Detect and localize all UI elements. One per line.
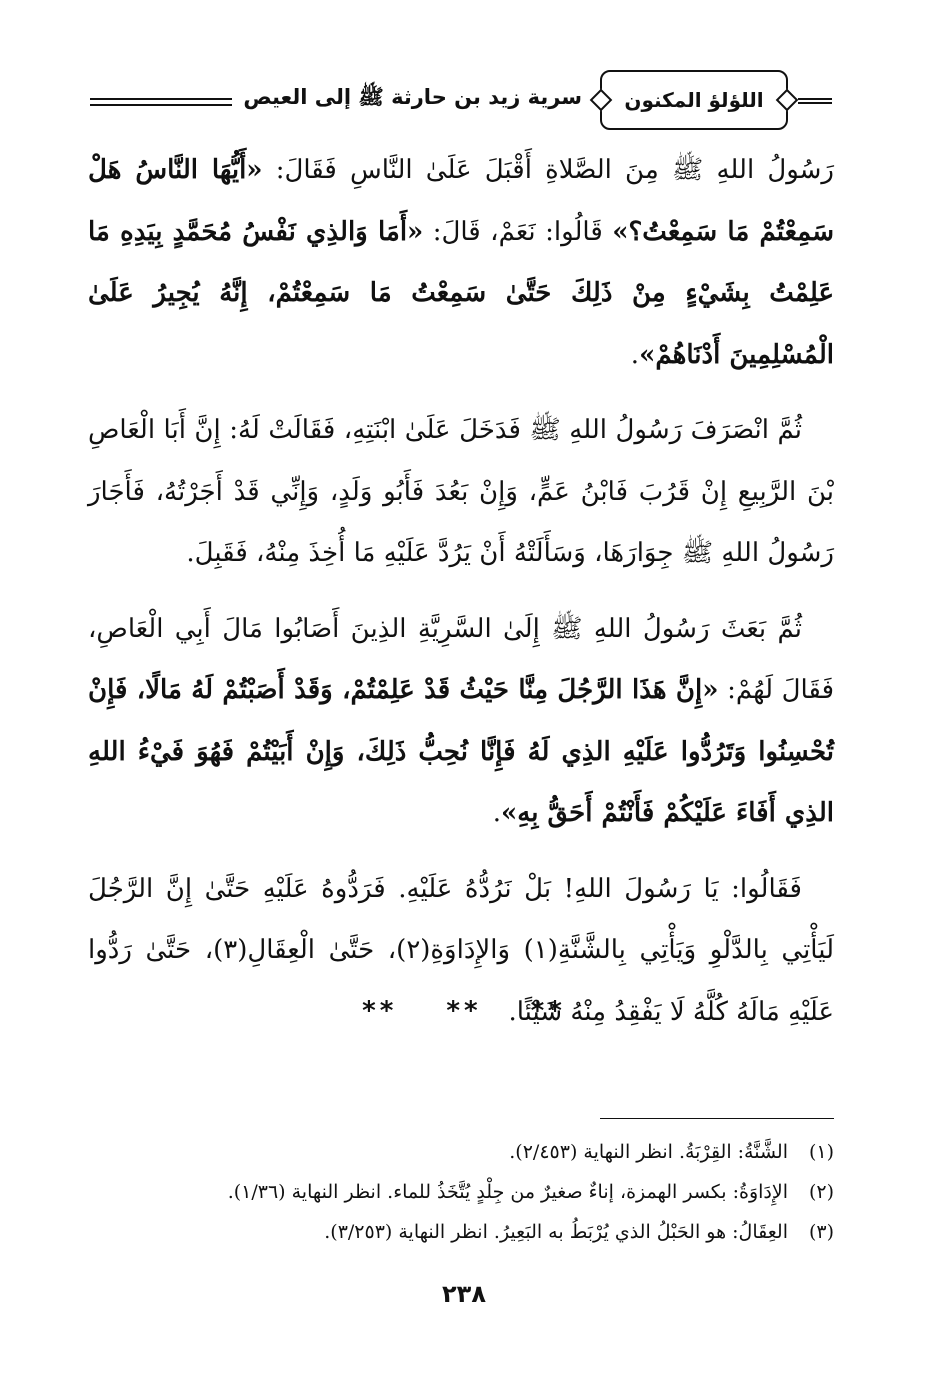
book-title: اللؤلؤ المكنون <box>624 88 764 112</box>
footnote-1 <box>94 1132 834 1172</box>
chapter-title: سرية زيد بن حارثة ﷺ إلى العيص <box>243 85 582 109</box>
paragraph <box>88 400 834 585</box>
paragraph <box>88 140 834 386</box>
header-rule-right <box>798 98 832 104</box>
book-title-frame <box>600 70 788 130</box>
narration-text: . <box>630 339 640 370</box>
footnote-3 <box>94 1212 834 1252</box>
section-separator: ** ** ** <box>362 996 566 1026</box>
footnote-number: (١) <box>808 1141 834 1163</box>
hadith-quote: «إِنَّ هَذَا الرَّجُلَ مِنَّا حَيْثُ قَدْ عَلِمْتُمْ، وَقَدْ أَصَبْتُمْ لَهُ مَالًا، فَإِنْ تُحْسِنُوا وَتَرُدُّوا عَلَيْهِ الذِي لَهُ فَإِنَّا نُحِبُّ ذَلِكَ، وَإِنْ أَبَيْتُمْ فَهُوَ فَيْءُ اللهِ الذِي أَفَاءَ عَلَيْكُمْ فَأَنْتُمْ أَحَقُّ بِهِ» <box>88 675 834 828</box>
footnote-number: (٢) <box>808 1181 834 1203</box>
paragraph <box>88 599 834 845</box>
hadith-quote: «أَيُّهَا النَّاسُ هَلْ سَمِعْتُمْ مَا سَمِعْتُ؟» <box>88 155 834 247</box>
footnote-2 <box>94 1172 834 1212</box>
narration-text: قَالُوا: نَعَمْ، قَالَ: <box>423 216 613 247</box>
narration-text: . <box>492 798 502 828</box>
narration-text: ثُمَّ انْصَرَفَ رَسُولُ اللهِ ﷺ فَدَخَلَ عَلَىٰ ابْنَتِهِ، فَقَالَتْ لَهُ: إِنَّ أَبَا الْعَاصِ بْنَ الرَّبِيعِ إِنْ قَرُبَ فَابْنُ عَمٍّ، وَإِنْ بَعُدَ فَأَبُو وَلَدٍ، وَإِنِّي قَدْ أَجَرْتُهُ، فَأَجَارَ رَسُولُ اللهِ ﷺ جِوَارَهَا، وَسَأَلَتْهُ أَنْ يَرُدَّ عَلَيْهِ مَا أُخِذَ مِنْهُ، فَقَبِلَ. <box>88 415 834 568</box>
hadith-quote: «أَمَا وَالذِي نَفْسُ مُحَمَّدٍ بِيَدِهِ مَا عَلِمْتُ بِشَيْءٍ مِنْ ذَلِكَ حَتَّىٰ سَمِعْتُ مَا سَمِعْتُمْ، إِنَّهُ يُجِيرُ عَلَىٰ الْمُسْلِمِينَ أَدْنَاهُمْ» <box>88 216 834 370</box>
narration-text: فَقَالُوا: يَا رَسُولَ اللهِ! بَلْ نَرُدُّهُ عَلَيْهِ. فَرَدُّوهُ عَلَيْهِ حَتَّىٰ إِنَّ الرَّجُلَ لَيَأْتِي بِالدَّلْوِ وَيَأْتِي بِالشَّنَّةِ(١) وَالإِدَاوَةِ(٢)، حَتَّىٰ الْعِقَالِ(٣)، حَتَّىٰ رَدُّوا عَلَيْهِ مَالَهُ كُلَّهُ لَا يَفْقِدُ مِنْهُ شَيْئًا. <box>88 873 834 1027</box>
main-text <box>88 140 834 1057</box>
footnotes <box>94 1132 834 1252</box>
footnote-number: (٣) <box>808 1221 834 1243</box>
footnote-text: العِقَالُ: هو الحَبْلُ الذي يُرْبَطُ به البَعِيرُ. انظر النهاية (٣/٢٥٣). <box>324 1221 788 1243</box>
running-header <box>90 62 832 140</box>
page-number: ٢٣٨ <box>442 1280 486 1308</box>
footnote-text: الإِدَاوَةُ: بكسر الهمزة، إناءٌ صغيرٌ من جِلْدٍ يُتَّخَذُ للماء. انظر النهاية (١/٣٦). <box>227 1181 788 1203</box>
header-rule-left <box>90 98 232 106</box>
narration-text: ثُمَّ بَعَثَ رَسُولُ اللهِ ﷺ إِلَىٰ السَّرِيَّةِ الذِينَ أَصَابُوا مَالَ أَبِي الْعَاصِ، فَقَالَ لَهُمْ: <box>88 613 834 705</box>
footnote-text: الشَّنَّةُ: القِرْبَةُ. انظر النهاية (٢/٤٥٣). <box>509 1141 788 1163</box>
narration-text: رَسُولُ اللهِ ﷺ مِنَ الصَّلاةِ أَقْبَلَ عَلَىٰ النَّاسِ فَقَالَ: <box>262 155 834 185</box>
footnote-rule <box>600 1118 834 1119</box>
